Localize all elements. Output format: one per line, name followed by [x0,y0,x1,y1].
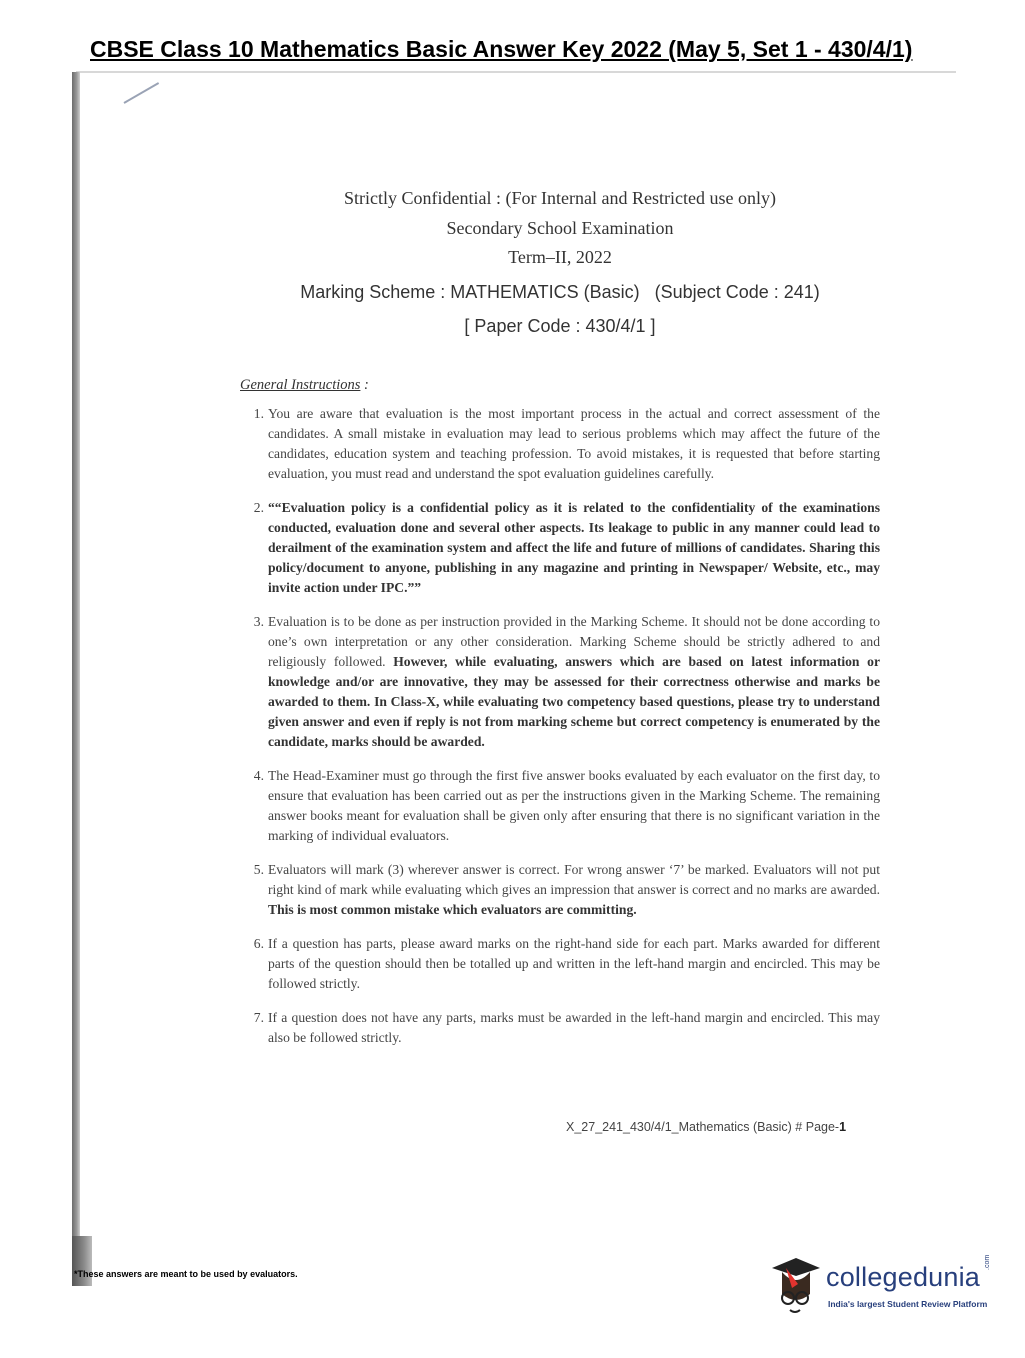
marking-scheme-title: Marking Scheme : MATHEMATICS (Basic) [300,282,640,302]
instruction-text-bold: ““Evaluation policy is a confidential policy as it is related to the confidentiality of the examinations conducted, evaluation done and several other aspects. Its leakage to public in any manner could lead to derailment of the examination system and affect the life and future of millions of candidates. Sharing this policy/document to anyone, publishing in any magazine and printing in Newspaper/ Website, etc., may invite action under IPC.”” [268,500,880,595]
instruction-text [268,498,880,598]
general-instructions-label: General Instructions [240,377,361,393]
collegedunia-logo[interactable] [768,1254,998,1324]
instruction-text [268,934,880,994]
instruction-number: 3. [253,614,264,629]
instruction-number: 6. [253,936,264,951]
instructions-list [240,404,880,1062]
instruction-number: 2. [253,500,264,515]
page-number: 1 [839,1120,847,1134]
instruction-number: 1. [253,406,264,421]
instruction-text-bold: This is most common mistake which evaluators are committing. [268,902,637,917]
instruction-item [240,1008,880,1048]
instruction-item [240,934,880,994]
paper-code: [ Paper Code : 430/4/1 ] [464,316,656,336]
instruction-text-plain: The Head-Examiner must go through the first five answer books evaluated by each evaluator on the first day, to ensure that evaluation has been carried out as per the instructions given in the Marking Scheme. The remaining answer books meant for evaluation shall be given only after ensuring that there is no significant variation in the marking of individual evaluators. [268,768,880,843]
confidential-line: Strictly Confidential : (For Internal and Restricted use only) [344,188,776,208]
instruction-text-plain: You are aware that evaluation is the most important process in the actual and correct assessment of the candidates. A small mistake in evaluation may lead to serious problems which may affect the future of the candidates, education system and teaching profession. To avoid mistakes, it is requested that before starting evaluation, you must read and understand the spot evaluation guidelines carefully. [268,406,880,481]
instruction-text [268,860,880,920]
page-footer [566,1120,846,1134]
exam-name: Secondary School Examination [446,218,674,238]
instruction-item [240,404,880,484]
logo-tagline: India's largest Student Review Platform [828,1299,988,1309]
general-instructions-heading [240,377,369,394]
scan-left-edge [72,72,80,1242]
instruction-text-plain: If a question has parts, please award marks on the right-hand side for each part. Marks awarded for different parts of the question should then be totalled up and written in the left-hand margin and encircled. This may be followed strictly. [268,936,880,991]
instruction-number: 7. [253,1010,264,1025]
instruction-item [240,612,880,752]
instruction-item [240,766,880,846]
instruction-item [240,498,880,598]
logo-wordmark: collegedunia [826,1262,981,1292]
general-instructions-colon: : [360,377,369,393]
subject-code: (Subject Code : 241) [654,282,820,302]
logo-suffix: .com [984,1254,991,1270]
page-title: CBSE Class 10 Mathematics Basic Answer Key 2022 (May 5, Set 1 - 430/4/1) [90,36,913,62]
instruction-text-bold: However, while evaluating, answers which are based on latest information or knowledge and/or are innovative, they may be assessed for their correctness otherwise and marks be awarded to them. In Class-X, while evaluating two competency based questions, please try to understand given answer and even if reply is not from marking scheme but correct competency is enumerated by the candidate, marks should be awarded. [268,654,880,749]
instruction-text-plain: If a question does not have any parts, marks must be awarded in the left-hand margin and encircled. This may also be followed strictly. [268,1010,880,1045]
instruction-text [268,766,880,846]
footer-code: X_27_241_430/4/1_Mathematics (Basic) # Page- [566,1120,840,1134]
instruction-text [268,404,880,484]
scan-top-edge [76,71,956,73]
pen-mark [124,82,160,104]
instruction-number: 5. [253,862,264,877]
instruction-text [268,612,880,752]
marking-scheme-line [240,282,880,303]
instruction-item [240,860,880,920]
instruction-text-plain: Evaluation is to be done as per instruction provided in the Marking Scheme. It should not be done according to one’s own interpretation or any other consideration. Marking Scheme should be strictly adhered to and religiously followed. [268,614,880,669]
document-header [240,188,880,268]
student-mascot-icon [768,1254,826,1320]
instruction-text-plain: Evaluators will mark (3) wherever answer is correct. For wrong answer ‘7’ be marked. Evaluators will not put right kind of mark while evaluating which gives an impression that answer is correct and no marks are awarded. [268,862,880,897]
instruction-text [268,1008,880,1048]
evaluator-note: *These answers are meant to be used by evaluators. [74,1269,298,1279]
instruction-number: 4. [253,768,264,783]
exam-term: Term–II, 2022 [508,247,612,267]
